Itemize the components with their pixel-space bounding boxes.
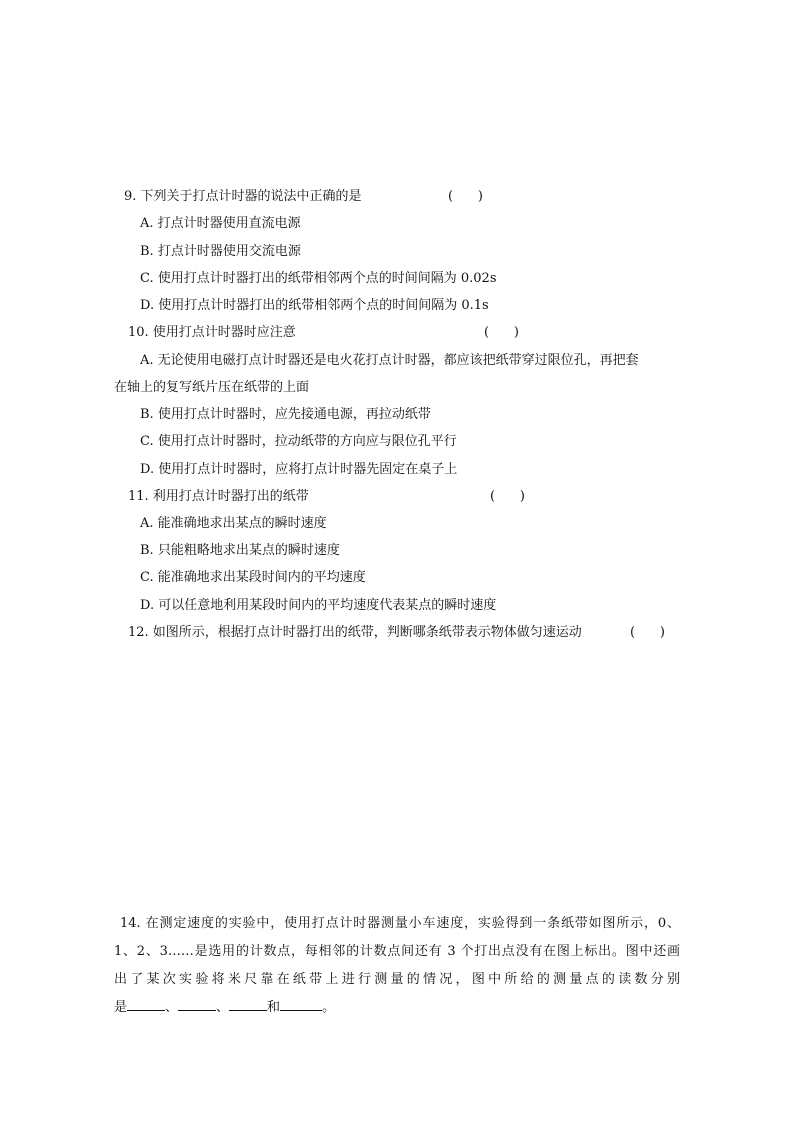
separator-3: 和 — [267, 1000, 281, 1015]
question-9-answer-paren: ( ) — [448, 189, 483, 204]
separator-1: 、 — [165, 1000, 179, 1015]
question-10-answer-paren: ( ) — [484, 325, 519, 340]
question-14-line-3: 出了某次实验将米尺靠在纸带上进行测量的情况，图中所给的测量点的读数分别 — [114, 972, 680, 987]
answer-blank-2[interactable] — [178, 998, 216, 1011]
question-10-option-c: C. 使用打点计时器时，拉动纸带的方向应与限位孔平行 — [140, 434, 457, 449]
question-10-stem: 10. 使用打点计时器时应注意 — [128, 325, 296, 340]
question-14-line-2: 1、2、3……是选用的计数点，每相邻的计数点间还有 3 个打出点没有在图上标出。图中还画 — [114, 944, 680, 959]
question-11-option-c: C. 能准确地求出某段时间内的平均速度 — [140, 570, 366, 585]
question-11-option-d: D. 可以任意地利用某段时间内的平均速度代表某点的瞬时速度 — [140, 598, 497, 613]
question-14-line-4 — [114, 994, 680, 1022]
answer-blank-1[interactable] — [127, 998, 165, 1011]
question-11-option-b: B. 只能粗略地求出某点的瞬时速度 — [140, 543, 340, 558]
question-9-option-c: C. 使用打点计时器打出的纸带相邻两个点的时间间隔为 0.02s — [140, 271, 497, 286]
question-12-answer-paren: ( ) — [630, 625, 665, 640]
question-12-stem: 12. 如图所示，根据打点计时器打出的纸带，判断哪条纸带表示物体做匀速运动 — [128, 625, 582, 640]
question-14-end: 。 — [322, 1000, 336, 1015]
question-11-answer-paren: ( ) — [490, 489, 525, 504]
question-10-option-a-line2: 在轴上的复写纸片压在纸带的上面 — [114, 380, 310, 395]
answer-blank-4[interactable] — [280, 998, 322, 1011]
question-14-block — [114, 910, 680, 1022]
question-10-option-d: D. 使用打点计时器时，应将打点计时器先固定在桌子上 — [140, 462, 458, 477]
question-11-stem: 11. 利用打点计时器打出的纸带 — [128, 489, 309, 504]
answer-blank-3[interactable] — [229, 998, 267, 1011]
question-10-option-a-line1: A. 无论使用电磁打点计时器还是电火花打点计时器，都应该把纸带穿过限位孔，再把套 — [140, 353, 639, 368]
separator-2: 、 — [216, 1000, 230, 1015]
question-9-option-a: A. 打点计时器使用直流电源 — [140, 216, 301, 231]
question-9-option-b: B. 打点计时器使用交流电源 — [140, 244, 301, 259]
question-9-option-d: D. 使用打点计时器打出的纸带相邻两个点的时间间隔为 0.1s — [140, 298, 489, 313]
question-14-line-4-prefix: 是 — [114, 1000, 128, 1015]
question-11-option-a: A. 能准确地求出某点的瞬时速度 — [140, 516, 327, 531]
question-14-line-1: 14. 在测定速度的实验中，使用打点计时器测量小车速度，实验得到一条纸带如图所示，0、 — [120, 916, 680, 931]
question-9-stem: 9. 下列关于打点计时器的说法中正确的是 — [124, 189, 362, 204]
question-10-option-b: B. 使用打点计时器时，应先接通电源，再拉动纸带 — [140, 407, 431, 422]
